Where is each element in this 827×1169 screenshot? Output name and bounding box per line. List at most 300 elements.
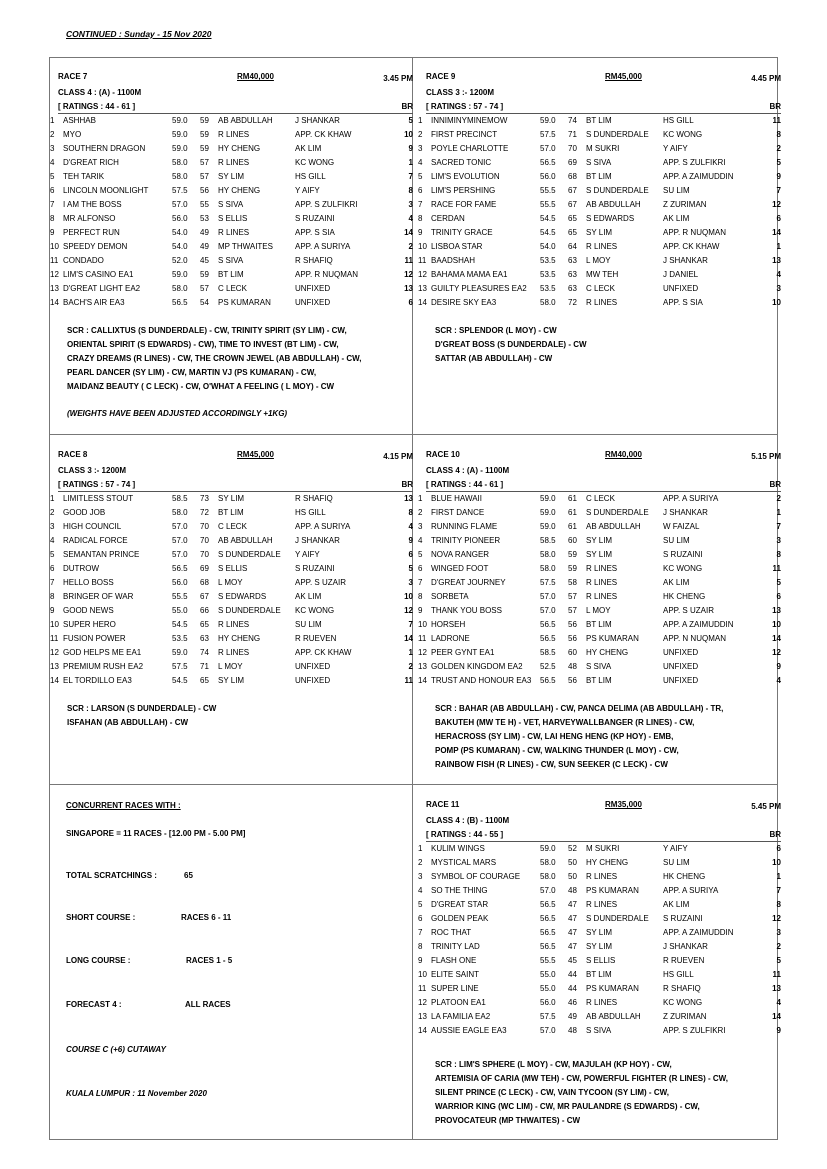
horse-number: 7	[50, 200, 55, 209]
scratching-line: ORIENTAL SPIRIT (S EDWARDS) - CW), TIME TO INVEST (BT LIM) - CW,	[67, 340, 339, 349]
rating: 73	[200, 494, 209, 503]
trainer: UNFIXED	[663, 284, 699, 293]
horse-number: 11	[418, 984, 427, 993]
barrier: 14	[772, 634, 781, 643]
barrier: 6	[408, 298, 413, 307]
trainer: HS GILL	[663, 116, 694, 125]
rating: 59	[200, 144, 209, 153]
weight: 55.5	[540, 186, 556, 195]
race-prize: RM35,000	[605, 800, 642, 809]
rating: 59	[568, 550, 577, 559]
barrier: 11	[404, 676, 413, 685]
trainer: APP. A SURIYA	[295, 522, 351, 531]
jockey: S DUNDERDALE	[218, 606, 281, 615]
horse-number: 7	[418, 928, 423, 937]
horse-name: D'GREAT STAR	[431, 900, 489, 909]
horse-number: 4	[418, 536, 423, 545]
barrier: 10	[404, 592, 413, 601]
trainer: HK CHENG	[663, 872, 706, 881]
scratching-line: BAKUTEH (MW TE H) - VET, HARVEYWALLBANGER (R LINES) - CW,	[435, 718, 695, 727]
barrier: 7	[776, 886, 781, 895]
runner-row	[418, 564, 781, 578]
horse-number: 4	[50, 158, 55, 167]
jockey: R LINES	[218, 130, 250, 139]
horse-number: 1	[418, 494, 423, 503]
barrier-header: BR	[401, 102, 413, 111]
barrier: 10	[404, 130, 413, 139]
header-underline	[426, 841, 781, 842]
barrier: 13	[772, 256, 781, 265]
trainer: HS GILL	[663, 970, 694, 979]
horse-number: 9	[418, 606, 423, 615]
weight: 59.0	[172, 130, 188, 139]
runner-row	[418, 662, 781, 676]
weight: 57.5	[540, 578, 556, 587]
horse-number: 14	[50, 676, 59, 685]
scratching-line: SCR : LARSON (S DUNDERDALE) - CW	[67, 704, 217, 713]
jockey: S SIVA	[586, 662, 612, 671]
scratching-line: MAIDANZ BEAUTY ( C LECK) - CW, O'WHAT A FEELING ( L MOY) - CW	[67, 382, 335, 391]
jockey: R LINES	[586, 592, 618, 601]
trainer: J DANIEL	[663, 270, 699, 279]
horse-number: 6	[418, 564, 423, 573]
scratching-line: HERACROSS (SY LIM) - CW, LAI HENG HENG (KP HOY) - EMB,	[435, 732, 674, 741]
weight: 57.5	[540, 130, 556, 139]
horse-name: GOOD JOB	[63, 508, 106, 517]
runner-row	[418, 928, 781, 942]
rating: 70	[200, 522, 209, 531]
weight: 57.5	[172, 186, 188, 195]
rating: 44	[568, 970, 577, 979]
runner-row	[50, 676, 413, 690]
barrier: 10	[772, 298, 781, 307]
runner-row	[418, 270, 781, 284]
trainer: APP. S ZULFIKRI	[663, 1026, 726, 1035]
runner-row	[50, 284, 413, 298]
jockey: C LECK	[586, 494, 615, 503]
forecast-value: ALL RACES	[185, 1000, 231, 1009]
horse-name: LINCOLN MOONLIGHT	[63, 186, 149, 195]
horse-number: 10	[50, 242, 59, 251]
runner-row	[50, 578, 413, 592]
horse-number: 4	[50, 536, 55, 545]
jockey: S EDWARDS	[586, 214, 635, 223]
trainer: R RUEVEN	[295, 634, 337, 643]
barrier: 12	[772, 648, 781, 657]
long-course-value: RACES 1 - 5	[186, 956, 233, 965]
jockey: M SUKRI	[586, 844, 620, 853]
rating: 74	[568, 116, 577, 125]
trainer: APP. CK KHAW	[295, 648, 352, 657]
short-course-label: SHORT COURSE :	[66, 913, 136, 922]
page-header: CONTINUED : Sunday - 15 Nov 2020	[66, 29, 212, 39]
barrier: 7	[408, 172, 413, 181]
horse-name: GOD HELPS ME EA1	[63, 648, 142, 657]
barrier: 11	[404, 256, 413, 265]
runner-row	[418, 298, 781, 312]
runner-row	[418, 914, 781, 928]
jockey: R LINES	[586, 242, 618, 251]
trainer: SU LIM	[663, 858, 690, 867]
weight: 57.0	[540, 886, 556, 895]
horse-name: ELITE SAINT	[431, 970, 480, 979]
runner-row	[418, 634, 781, 648]
header-underline	[426, 113, 781, 114]
barrier: 8	[408, 186, 413, 195]
race-time: 4.45 PM	[751, 74, 781, 83]
jockey: BT LIM	[586, 676, 612, 685]
horse-number: 6	[50, 186, 55, 195]
horse-number: 2	[50, 130, 55, 139]
runner-row	[418, 606, 781, 620]
jockey: L MOY	[586, 256, 611, 265]
barrier: 8	[776, 550, 781, 559]
rating: 47	[568, 928, 577, 937]
runner-row	[418, 578, 781, 592]
weight: 56.5	[540, 942, 556, 951]
rating: 44	[568, 984, 577, 993]
rating: 49	[200, 242, 209, 251]
jockey: C LECK	[218, 284, 247, 293]
horse-name: AUSSIE EAGLE EA3	[431, 1026, 507, 1035]
horse-number: 1	[50, 494, 55, 503]
jockey: PS KUMARAN	[218, 298, 271, 307]
scratchings-list	[435, 702, 780, 772]
scratching-line: POMP (PS KUMARAN) - CW, WALKING THUNDER (L MOY) - CW,	[435, 746, 679, 755]
horse-number: 7	[418, 578, 423, 587]
barrier: 4	[776, 676, 781, 685]
weight: 57.0	[540, 606, 556, 615]
scratchings-list	[67, 702, 412, 730]
trainer: KC WONG	[663, 998, 703, 1007]
barrier: 7	[776, 186, 781, 195]
trainer: UNFIXED	[295, 298, 331, 307]
rating: 57	[200, 172, 209, 181]
trainer: SU LIM	[295, 620, 322, 629]
horse-name: NOVA RANGER	[431, 550, 490, 559]
rating: 56	[200, 186, 209, 195]
jockey: M SUKRI	[586, 144, 620, 153]
rating: 54	[200, 298, 209, 307]
runner-row	[418, 1012, 781, 1026]
horse-number: 13	[418, 284, 427, 293]
rating: 56	[568, 634, 577, 643]
jockey: SY LIM	[586, 550, 613, 559]
horse-name: BAHAMA MAMA EA1	[431, 270, 508, 279]
trainer: KC WONG	[295, 606, 335, 615]
jockey: R LINES	[218, 648, 250, 657]
runner-row	[50, 214, 413, 228]
barrier: 13	[772, 606, 781, 615]
horse-name: ASHHAB	[63, 116, 96, 125]
scratching-line: ISFAHAN (AB ABDULLAH) - CW	[67, 718, 189, 727]
weight: 56.5	[172, 298, 188, 307]
rating: 67	[568, 186, 577, 195]
horse-number: 11	[418, 634, 427, 643]
horse-name: GOOD NEWS	[63, 606, 114, 615]
rating: 56	[568, 620, 577, 629]
jockey: HY CHENG	[218, 144, 261, 153]
runner-row	[418, 872, 781, 886]
horse-number: 12	[50, 648, 59, 657]
scratchings-list	[435, 324, 780, 366]
jockey: R LINES	[218, 620, 250, 629]
runner-row	[418, 900, 781, 914]
jockey: R LINES	[586, 998, 618, 1007]
weight: 55.0	[540, 970, 556, 979]
runner-row	[418, 536, 781, 550]
barrier: 1	[776, 872, 781, 881]
horse-number: 5	[418, 172, 423, 181]
trainer: KC WONG	[663, 130, 703, 139]
horse-name: MYSTICAL MARS	[431, 858, 497, 867]
barrier: 11	[772, 564, 781, 573]
scratching-line: SCR : CALLIXTUS (S DUNDERDALE) - CW, TRINITY SPIRIT (SY LIM) - CW,	[67, 326, 347, 335]
rating: 45	[568, 956, 577, 965]
weight: 54.5	[540, 214, 556, 223]
rating: 48	[568, 662, 577, 671]
jockey: S DUNDERDALE	[586, 508, 649, 517]
scratching-line: D'GREAT BOSS (S DUNDERDALE) - CW	[435, 340, 587, 349]
trainer: AK LIM	[663, 578, 690, 587]
horse-number: 13	[50, 284, 59, 293]
rating: 57	[200, 158, 209, 167]
trainer: R SHAFIQ	[295, 256, 333, 265]
jockey: HY CHENG	[586, 858, 629, 867]
race-class: CLASS 4 : (B) - 1100M	[426, 816, 510, 825]
trainer: S RUZAINI	[663, 914, 703, 923]
rating: 63	[200, 634, 209, 643]
runner-row	[418, 592, 781, 606]
jockey: SY LIM	[586, 536, 613, 545]
barrier: 7	[776, 522, 781, 531]
weight: 58.0	[172, 172, 188, 181]
trainer: Y AIFY	[295, 550, 320, 559]
barrier: 6	[776, 844, 781, 853]
runner-row	[418, 228, 781, 242]
rating: 59	[200, 130, 209, 139]
scratching-line: ARTEMISIA OF CARIA (MW TEH) - CW, POWERFUL FIGHTER (R LINES) - CW,	[435, 1074, 729, 1083]
jockey: R LINES	[218, 158, 250, 167]
trainer: SU LIM	[663, 186, 690, 195]
horse-number: 12	[418, 270, 427, 279]
horse-name: LIM'S PERSHING	[431, 186, 496, 195]
weight: 52.0	[172, 256, 188, 265]
race-title: RACE 8	[58, 450, 88, 459]
horse-name: FIRST PRECINCT	[431, 130, 498, 139]
race-time: 4.15 PM	[383, 452, 413, 461]
trainer: APP. N NUQMAN	[663, 634, 726, 643]
runner-row	[50, 662, 413, 676]
runner-row	[50, 144, 413, 158]
trainer: APP. S UZAIR	[663, 606, 714, 615]
scratching-line: SCR : LIM'S SPHERE (L MOY) - CW, MAJULAH (KP HOY) - CW,	[435, 1060, 672, 1069]
horse-name: BACH'S AIR EA3	[63, 298, 125, 307]
weight: 57.5	[540, 1012, 556, 1021]
concurrent-heading: CONCURRENT RACES WITH :	[66, 801, 181, 810]
rating: 69	[200, 564, 209, 573]
runner-row	[418, 494, 781, 508]
trainer: AK LIM	[295, 592, 322, 601]
rating: 74	[200, 648, 209, 657]
scratching-line: WARRIOR KING (WC LIM) - CW, MR PAULANDRE (S EDWARDS) - CW,	[435, 1102, 700, 1111]
trainer: J SHANKAR	[663, 256, 708, 265]
header-underline	[58, 491, 413, 492]
horse-name: EL TORDILLO EA3	[63, 676, 132, 685]
horse-number: 8	[50, 592, 55, 601]
barrier: 8	[776, 130, 781, 139]
horse-name: D'GREAT JOURNEY	[431, 578, 506, 587]
horse-name: CERDAN	[431, 214, 465, 223]
row-divider-1	[49, 434, 778, 435]
barrier: 5	[776, 578, 781, 587]
trainer: HS GILL	[295, 172, 326, 181]
weight: 55.0	[172, 606, 188, 615]
rating: 48	[568, 886, 577, 895]
weight: 57.0	[540, 1026, 556, 1035]
horse-name: BAADSHAH	[431, 256, 476, 265]
runner-row	[418, 648, 781, 662]
race-class: CLASS 3 :- 1200M	[426, 88, 495, 97]
weight: 55.0	[540, 984, 556, 993]
horse-number: 8	[418, 942, 423, 951]
barrier: 5	[408, 564, 413, 573]
forecast-label: FORECAST 4 :	[66, 1000, 122, 1009]
rating: 68	[568, 172, 577, 181]
weight: 56.0	[540, 172, 556, 181]
runner-row	[418, 214, 781, 228]
rating: 63	[568, 284, 577, 293]
jockey: S DUNDERDALE	[218, 550, 281, 559]
scratchings-list	[435, 1058, 780, 1128]
barrier: 9	[776, 1026, 781, 1035]
horse-number: 8	[418, 592, 423, 601]
barrier: 12	[772, 200, 781, 209]
jockey: BT LIM	[586, 970, 612, 979]
horse-number: 2	[418, 508, 423, 517]
jockey: R LINES	[586, 298, 618, 307]
barrier: 2	[776, 942, 781, 951]
weight: 56.0	[172, 214, 188, 223]
horse-number: 14	[418, 298, 427, 307]
horse-number: 4	[418, 886, 423, 895]
runner-row	[418, 998, 781, 1012]
barrier: 4	[776, 270, 781, 279]
barrier-header: BR	[769, 102, 781, 111]
barrier: 6	[776, 592, 781, 601]
horse-name: HIGH COUNCIL	[63, 522, 122, 531]
horse-name: GUILTY PLEASURES EA2	[431, 284, 527, 293]
jockey: S SIVA	[218, 200, 244, 209]
horse-number: 12	[418, 648, 427, 657]
horse-number: 12	[418, 998, 427, 1007]
header-underline	[58, 113, 413, 114]
race-rating: [ RATINGS : 44 - 61 ]	[426, 480, 504, 489]
horse-number: 13	[50, 662, 59, 671]
horse-number: 9	[50, 228, 55, 237]
barrier: 13	[404, 494, 413, 503]
rating: 67	[568, 200, 577, 209]
barrier: 11	[772, 970, 781, 979]
rating: 61	[568, 494, 577, 503]
trainer: APP. A SURIYA	[663, 494, 719, 503]
scratchings-list	[67, 324, 412, 394]
horse-number: 11	[50, 256, 59, 265]
weight: 52.5	[540, 662, 556, 671]
weight: 54.0	[540, 242, 556, 251]
jockey: BT LIM	[218, 508, 244, 517]
weight: 55.5	[540, 200, 556, 209]
rating: 70	[200, 536, 209, 545]
horse-name: KULIM WINGS	[431, 844, 485, 853]
barrier: 14	[404, 228, 413, 237]
weight: 58.0	[540, 872, 556, 881]
rating: 50	[568, 872, 577, 881]
rating: 47	[568, 914, 577, 923]
footer-location-date: KUALA LUMPUR : 11 November 2020	[66, 1089, 207, 1098]
trainer: R SHAFIQ	[295, 494, 333, 503]
jockey: SY LIM	[586, 928, 613, 937]
horse-name: I AM THE BOSS	[63, 200, 122, 209]
weight: 57.0	[172, 200, 188, 209]
weight: 59.0	[540, 508, 556, 517]
trainer: SU LIM	[663, 536, 690, 545]
rating: 55	[200, 200, 209, 209]
weight: 57.5	[172, 662, 188, 671]
horse-number: 3	[418, 872, 423, 881]
runner-row	[418, 984, 781, 998]
horse-name: FUSION POWER	[63, 634, 126, 643]
weight: 59.0	[540, 116, 556, 125]
jockey: SY LIM	[218, 494, 245, 503]
weight: 58.5	[540, 536, 556, 545]
rating: 72	[568, 298, 577, 307]
trainer: APP. R NUQMAN	[663, 228, 726, 237]
horse-number: 13	[418, 662, 427, 671]
barrier: 2	[408, 662, 413, 671]
horse-name: SORBETA	[431, 592, 469, 601]
weight: 59.0	[172, 116, 188, 125]
horse-name: TRINITY GRACE	[431, 228, 493, 237]
rating: 57	[200, 284, 209, 293]
horse-number: 14	[50, 298, 59, 307]
trainer: APP. S ZULFIKRI	[663, 158, 726, 167]
runner-row	[418, 858, 781, 872]
runner-row	[418, 550, 781, 564]
horse-number: 12	[50, 270, 59, 279]
jockey: PS KUMARAN	[586, 634, 639, 643]
horse-name: D'GREAT LIGHT EA2	[63, 284, 141, 293]
weight: 56.5	[540, 928, 556, 937]
horse-number: 5	[418, 900, 423, 909]
trainer: APP. S UZAIR	[295, 578, 346, 587]
rating: 69	[568, 158, 577, 167]
horse-name: PEER GYNT EA1	[431, 648, 495, 657]
jockey: BT LIM	[586, 116, 612, 125]
race-rating: [ RATINGS : 44 - 55 ]	[426, 830, 504, 839]
barrier: 1	[408, 648, 413, 657]
race-class: CLASS 3 :- 1200M	[58, 466, 127, 475]
scratching-line: CRAZY DREAMS (R LINES) - CW, THE CROWN JEWEL (AB ABDULLAH) - CW,	[67, 354, 362, 363]
barrier: 9	[408, 536, 413, 545]
rating: 48	[568, 1026, 577, 1035]
runner-row	[418, 172, 781, 186]
runner-row	[418, 186, 781, 200]
jockey: HY CHENG	[218, 186, 261, 195]
rating: 67	[200, 592, 209, 601]
barrier-header: BR	[769, 830, 781, 839]
horse-number: 6	[50, 564, 55, 573]
